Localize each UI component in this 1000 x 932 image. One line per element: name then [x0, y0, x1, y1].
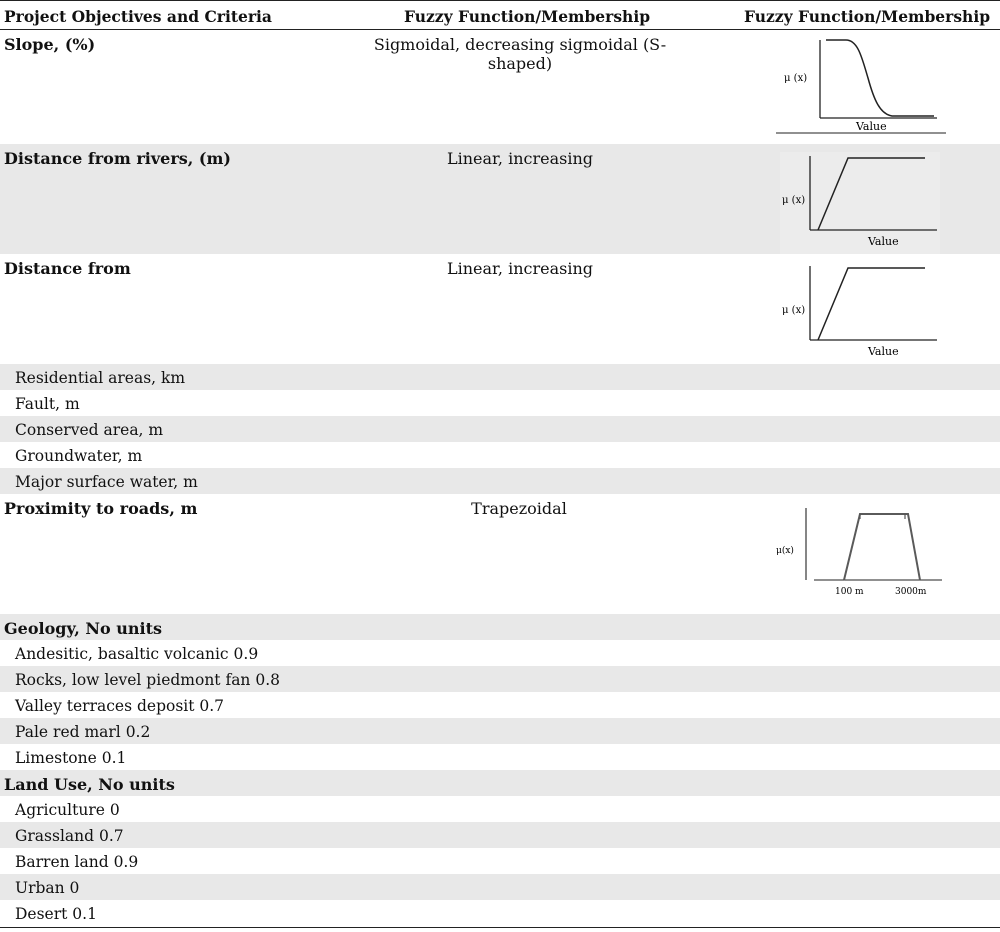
graph-x-label: Value [856, 120, 887, 133]
function-label: Linear, increasing [446, 259, 594, 278]
table-row [0, 744, 1000, 770]
graph-tick-100m: 100 m [835, 587, 864, 597]
criterion-label: Fault, m [15, 395, 80, 413]
table-row [0, 468, 1000, 494]
criterion-label: Proximity to roads, m [4, 499, 198, 518]
table-row [0, 666, 1000, 692]
criterion-label: Major surface water, m [15, 473, 198, 491]
linear-increasing-graph [780, 152, 940, 250]
header-fuzzy-function: Fuzzy Function/Membership [404, 7, 651, 26]
table-header [0, 0, 1000, 30]
trapezoidal-graph [772, 504, 948, 608]
table-row [0, 848, 1000, 874]
function-label: Trapezoidal [471, 499, 567, 518]
criterion-label: Geology, No units [4, 619, 162, 638]
criterion-label: Distance from [4, 259, 131, 278]
table-row [0, 692, 1000, 718]
criterion-label: Slope, (%) [4, 35, 96, 54]
graph-y-label: μ(x) [776, 546, 794, 556]
header-criteria: Project Objectives and Criteria [4, 7, 272, 26]
membership-graph [772, 34, 948, 142]
table-row [0, 640, 1000, 666]
sigmoid-graph [772, 34, 948, 138]
criterion-label: Andesitic, basaltic volcanic 0.9 [15, 645, 259, 663]
criterion-label: Distance from rivers, (m) [4, 149, 231, 168]
membership-graph [780, 152, 940, 254]
criterion-label: Pale red marl 0.2 [15, 723, 151, 741]
table-row [0, 770, 1000, 796]
membership-graph [780, 262, 940, 364]
criterion-label: Grassland 0.7 [15, 827, 124, 845]
membership-graph [772, 504, 948, 612]
graph-y-label: μ (x) [782, 305, 806, 316]
criterion-label: Land Use, No units [4, 775, 175, 794]
table-row [0, 416, 1000, 442]
criterion-label: Groundwater, m [15, 447, 143, 465]
graph-y-label: μ (x) [784, 73, 808, 84]
table-row-slope [0, 30, 1000, 144]
criterion-label: Conserved area, m [15, 421, 164, 439]
table-row [0, 442, 1000, 468]
table-row [0, 796, 1000, 822]
table-row [0, 874, 1000, 900]
graph-x-label: Value [868, 345, 899, 358]
graph-tick-3000m: 3000m [895, 587, 927, 597]
criterion-label: Rocks, low level piedmont fan 0.8 [15, 671, 280, 689]
table-row [0, 364, 1000, 390]
criterion-label: Agriculture 0 [15, 801, 120, 819]
function-label: Sigmoidal, decreasing sigmoidal (S-shaped) [373, 35, 667, 73]
table-row [0, 614, 1000, 640]
criterion-label: Limestone 0.1 [15, 749, 127, 767]
table-row-roads [0, 494, 1000, 614]
table-row-distance-from [0, 254, 1000, 364]
criterion-label: Residential areas, km [15, 369, 186, 387]
table-row [0, 390, 1000, 416]
header-fuzzy-graph: Fuzzy Function/Membership [744, 7, 991, 26]
table-row-rivers [0, 144, 1000, 254]
criterion-label: Valley terraces deposit 0.7 [15, 697, 225, 715]
graph-y-label: μ (x) [782, 195, 806, 206]
criterion-label: Desert 0.1 [15, 905, 97, 923]
function-label: Linear, increasing [446, 149, 594, 168]
table-row [0, 900, 1000, 928]
criterion-label: Urban 0 [15, 879, 80, 897]
graph-x-label: Value [868, 235, 899, 248]
linear-increasing-graph [780, 262, 940, 360]
table-row [0, 718, 1000, 744]
criterion-label: Barren land 0.9 [15, 853, 139, 871]
table-row [0, 822, 1000, 848]
